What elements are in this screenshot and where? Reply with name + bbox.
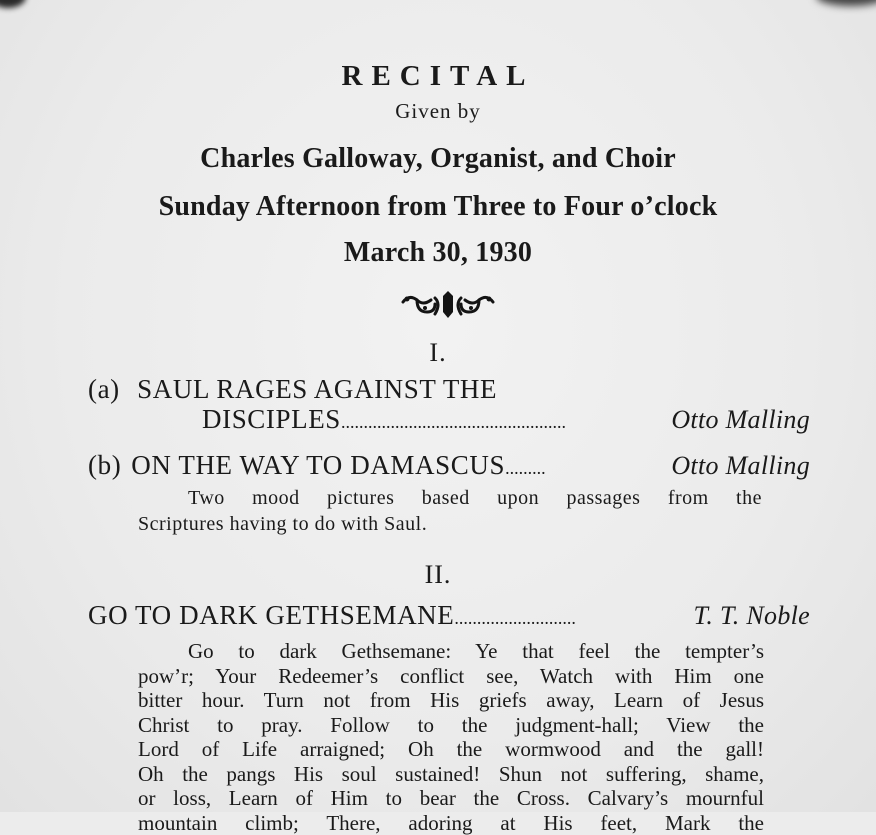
hymn-text-line: pow’r; Your Redeemer’s conflict see, Watch with Him one xyxy=(138,664,764,689)
hymn-text-line: Christ to pray. Follow to the judgment-hall; View the xyxy=(138,713,764,738)
dot-leader: .................................................. xyxy=(341,412,671,433)
hymn-text-line: Lord of Life arraigned; Oh the wormwood and the gall! xyxy=(138,737,764,762)
item-title: GO TO DARK GETHSEMANE xyxy=(88,600,454,631)
hymn-text-line: or loss, Learn of Him to bear the Cross. Calvary’s mournful xyxy=(138,786,764,811)
item-label: (a) xyxy=(88,374,120,404)
given-by-label: Given by xyxy=(0,99,876,124)
performers-line: Charles Galloway, Organist, and Choir xyxy=(0,143,876,175)
program-item-b xyxy=(88,450,810,481)
dot-leader: ......... xyxy=(505,458,671,479)
program-item-a-line2 xyxy=(202,404,810,435)
hymn-text-line: Oh the pangs His soul sustained! Shun not suffering, shame, xyxy=(138,762,764,787)
page-corner-shadow xyxy=(816,0,876,6)
time-line: Sunday Afternoon from Three to Four o’clock xyxy=(0,191,876,223)
composer-name: T. T. Noble xyxy=(694,601,810,631)
item-title: ON THE WAY TO DAMASCUS xyxy=(131,450,505,481)
item-title-continued: DISCIPLES xyxy=(202,404,341,435)
section-note-line2: Scriptures having to do with Saul. xyxy=(138,511,427,537)
recital-title: RECITAL xyxy=(0,60,876,93)
hymn-text-line: bitter hour. Turn not from His griefs away, Learn of Jesus xyxy=(138,688,764,713)
decorative-ornament-icon xyxy=(399,290,497,320)
date-line: March 30, 1930 xyxy=(0,237,876,269)
composer-name: Otto Malling xyxy=(671,405,810,435)
section-numeral-2: II. xyxy=(0,560,876,590)
hymn-text-line: mountain climb; There, adoring at His feet, Mark the xyxy=(138,811,764,835)
hymn-text xyxy=(138,639,764,835)
section-numeral-1: I. xyxy=(0,338,876,368)
composer-name: Otto Malling xyxy=(671,451,810,481)
item-title: SAUL RAGES AGAINST THE xyxy=(137,374,497,404)
program-item-a xyxy=(88,374,497,405)
section-note-line1: Two mood pictures based upon passages from the xyxy=(188,485,762,511)
item-label: (b) xyxy=(88,450,121,481)
program-item-gethsemane xyxy=(88,600,810,631)
hymn-text-line: Go to dark Gethsemane: Ye that feel the tempter’s xyxy=(188,639,764,664)
dot-leader: ........................... xyxy=(454,608,693,629)
page-corner-shadow xyxy=(0,0,26,8)
